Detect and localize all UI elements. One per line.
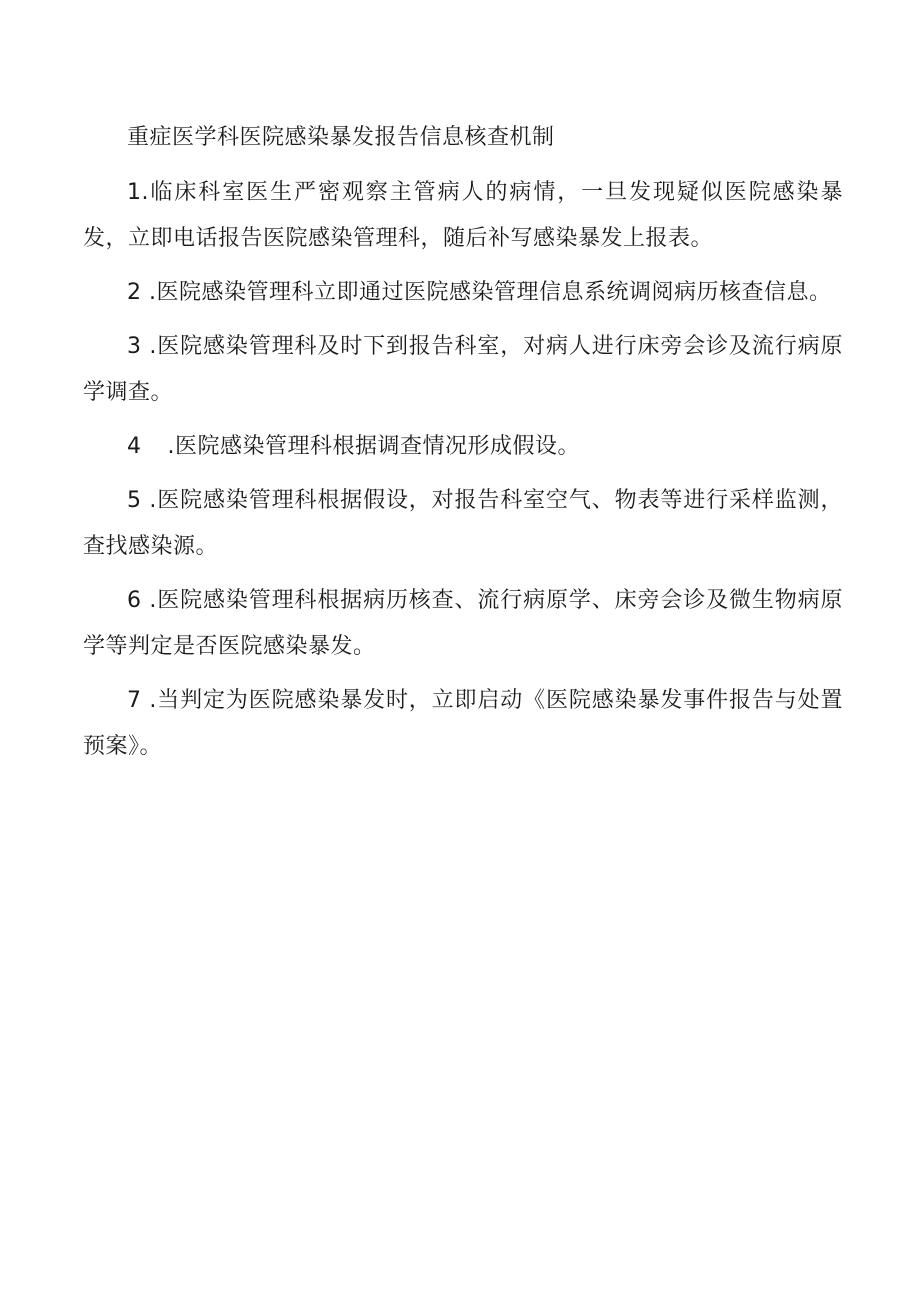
list-item	[83, 170, 843, 262]
item-text: 医院感染管理科立即通过医院感染管理信息系统调阅病历核查信息。	[156, 280, 832, 305]
document-title: 重症医学科医院感染暴发报告信息核查机制	[127, 125, 555, 150]
item-number: 5 .	[127, 488, 157, 513]
item-text: 临床科室医生严密观察主管病人的病情，一旦发现疑似医院感染暴发，立即电话报告医院感染管理科，随后补写感染暴发上报表。	[83, 180, 843, 251]
list-item	[83, 678, 843, 770]
list-item	[83, 324, 843, 416]
item-text: 医院感染管理科根据病历核查、流行病原学、床旁会诊及微生物病原学等判定是否医院感染暴发。	[83, 588, 843, 659]
item-text: .医院感染管理科根据调查情况形成假设。	[167, 434, 580, 459]
item-number: 4	[127, 434, 142, 459]
item-number: 7 .	[127, 688, 157, 713]
item-number: 2 .	[127, 280, 157, 305]
list-item	[83, 478, 843, 570]
item-number: 6 .	[127, 588, 157, 613]
list-item	[83, 270, 843, 316]
document-body	[83, 116, 843, 778]
item-text: 医院感染管理科根据假设，对报告科室空气、物表等进行采样监测，查找感染源。	[83, 488, 843, 559]
list-item	[83, 578, 843, 670]
item-number: 1.	[127, 180, 149, 205]
list-item	[83, 424, 843, 470]
item-number: 3 .	[127, 334, 157, 359]
item-text: 当判定为医院感染暴发时，立即启动《医院感染暴发事件报告与处置预案》。	[83, 688, 843, 759]
item-text: 医院感染管理科及时下到报告科室，对病人进行床旁会诊及流行病原学调查。	[83, 334, 843, 405]
